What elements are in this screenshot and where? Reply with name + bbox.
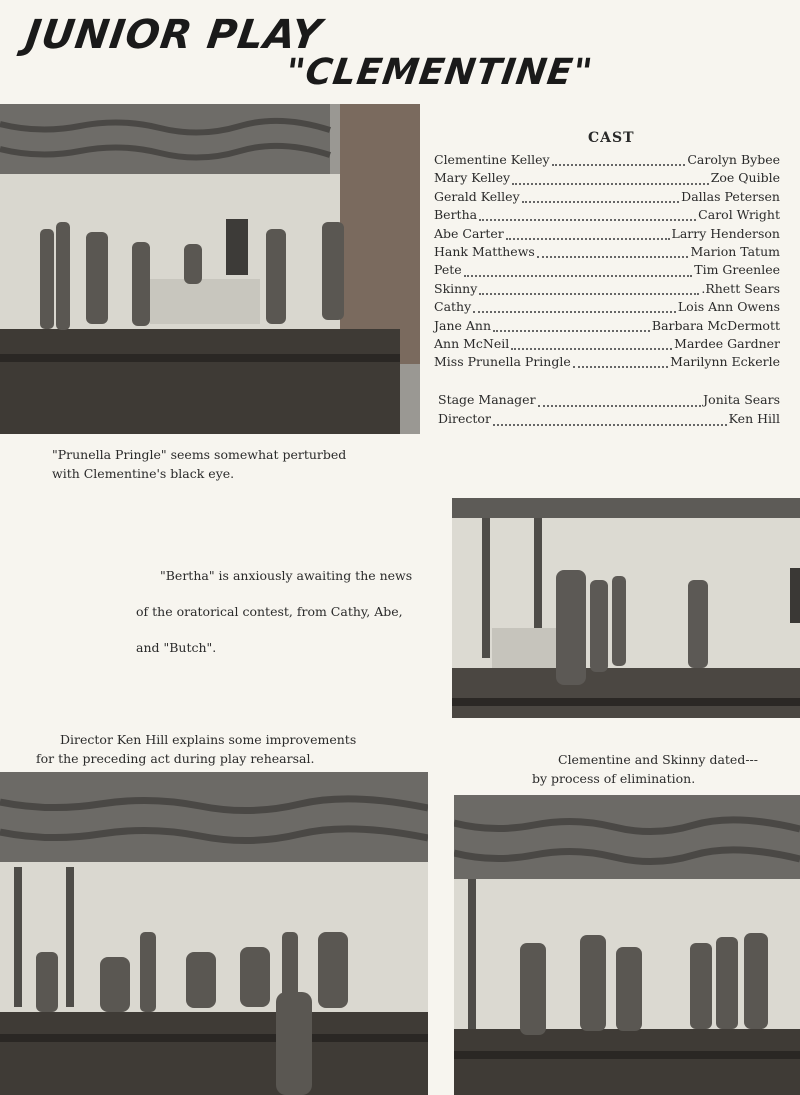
cast-actor: Marilynn Eckerle xyxy=(670,354,780,370)
cast-row xyxy=(434,354,780,372)
leader-dots xyxy=(479,219,696,221)
cast-row xyxy=(434,244,780,262)
cast-actor: Mardee Gardner xyxy=(674,335,780,351)
cast-role: Cathy xyxy=(434,299,472,315)
caption-line: and "Butch". xyxy=(136,640,217,655)
cast-actor: Zoe Quible xyxy=(710,170,780,186)
cast-role: Miss Prunella Pringle xyxy=(434,354,571,370)
cast-role: Pete xyxy=(434,262,462,278)
cast-role: Jane Ann xyxy=(434,317,492,333)
photo-prunella-scene xyxy=(0,104,420,434)
cast-actor: Lois Ann Owens xyxy=(677,299,780,315)
caption-line: "Bertha" is anxiously awaiting the news xyxy=(160,568,413,583)
leader-dots xyxy=(493,330,650,332)
caption-line: by process of elimination. xyxy=(532,771,696,786)
leader-dots xyxy=(512,183,709,185)
cast-actor: Dallas Petersen xyxy=(681,188,780,204)
leader-dots xyxy=(479,293,699,295)
cast-role: Bertha xyxy=(434,207,478,223)
cast-role: Skinny xyxy=(434,280,478,296)
cast-row xyxy=(434,262,780,280)
crew-row xyxy=(438,392,780,411)
caption-bertha xyxy=(136,558,436,666)
crew-role: Stage Manager xyxy=(438,392,536,407)
leader-dots xyxy=(511,348,672,350)
caption-prunella xyxy=(52,445,372,483)
page-title: JUNIOR PLAY xyxy=(22,12,325,58)
leader-dots xyxy=(573,366,668,368)
cast-heading: CAST xyxy=(588,130,635,146)
play-title: "CLEMENTINE" xyxy=(283,52,596,93)
cast-role: Hank Matthews xyxy=(434,243,535,259)
photo-skinny-scene xyxy=(454,795,800,1095)
leader-dots xyxy=(473,311,676,313)
crew-row xyxy=(438,411,780,430)
cast-row xyxy=(434,318,780,336)
leader-dots xyxy=(464,275,693,277)
cast-actor: Tim Greenlee xyxy=(694,262,780,278)
leader-dots xyxy=(537,256,689,258)
crew-member: Jonita Sears xyxy=(703,392,780,407)
cast-actor: Carol Wright xyxy=(698,207,780,223)
caption-director xyxy=(36,730,376,768)
leader-dots xyxy=(493,424,727,426)
caption-line: "Prunella Pringle" seems somewhat perturbed xyxy=(52,447,347,462)
photo-rehearsal-scene xyxy=(0,772,428,1095)
cast-row xyxy=(434,170,780,188)
leader-dots xyxy=(552,164,686,166)
caption-line: Director Ken Hill explains some improvements xyxy=(60,732,357,747)
caption-line: of the oratorical contest, from Cathy, Abe, xyxy=(136,604,403,619)
cast-role: Gerald Kelley xyxy=(434,188,520,204)
cast-row xyxy=(434,336,780,354)
cast-row xyxy=(434,152,780,170)
cast-actor: Larry Henderson xyxy=(671,225,780,241)
cast-role: Mary Kelley xyxy=(434,170,511,186)
cast-row xyxy=(434,281,780,299)
cast-row xyxy=(434,226,780,244)
crew-list xyxy=(438,392,780,430)
cast-list xyxy=(434,152,780,373)
cast-role: Ann McNeil xyxy=(434,335,510,351)
cast-row xyxy=(434,207,780,225)
leader-dots xyxy=(506,238,670,240)
cast-row xyxy=(434,189,780,207)
leader-dots xyxy=(522,201,680,203)
cast-actor: Carolyn Bybee xyxy=(687,152,780,167)
cast-actor: .Rhett Sears xyxy=(701,280,780,296)
cast-actor: Barbara McDermott xyxy=(651,317,780,333)
leader-dots xyxy=(538,405,702,407)
caption-line: Clementine and Skinny dated--- xyxy=(558,752,758,767)
crew-role: Director xyxy=(438,411,491,426)
crew-member: Ken Hill xyxy=(728,411,780,426)
caption-skinny xyxy=(532,750,792,788)
cast-role: Abe Carter xyxy=(434,225,504,241)
cast-actor: Marion Tatum xyxy=(690,243,780,259)
photo-bertha-scene xyxy=(452,498,800,718)
cast-role: Clementine Kelley xyxy=(434,152,550,167)
caption-line: for the preceding act during play rehearsal. xyxy=(36,751,315,766)
caption-line: with Clementine's black eye. xyxy=(52,466,235,481)
cast-row xyxy=(434,299,780,317)
